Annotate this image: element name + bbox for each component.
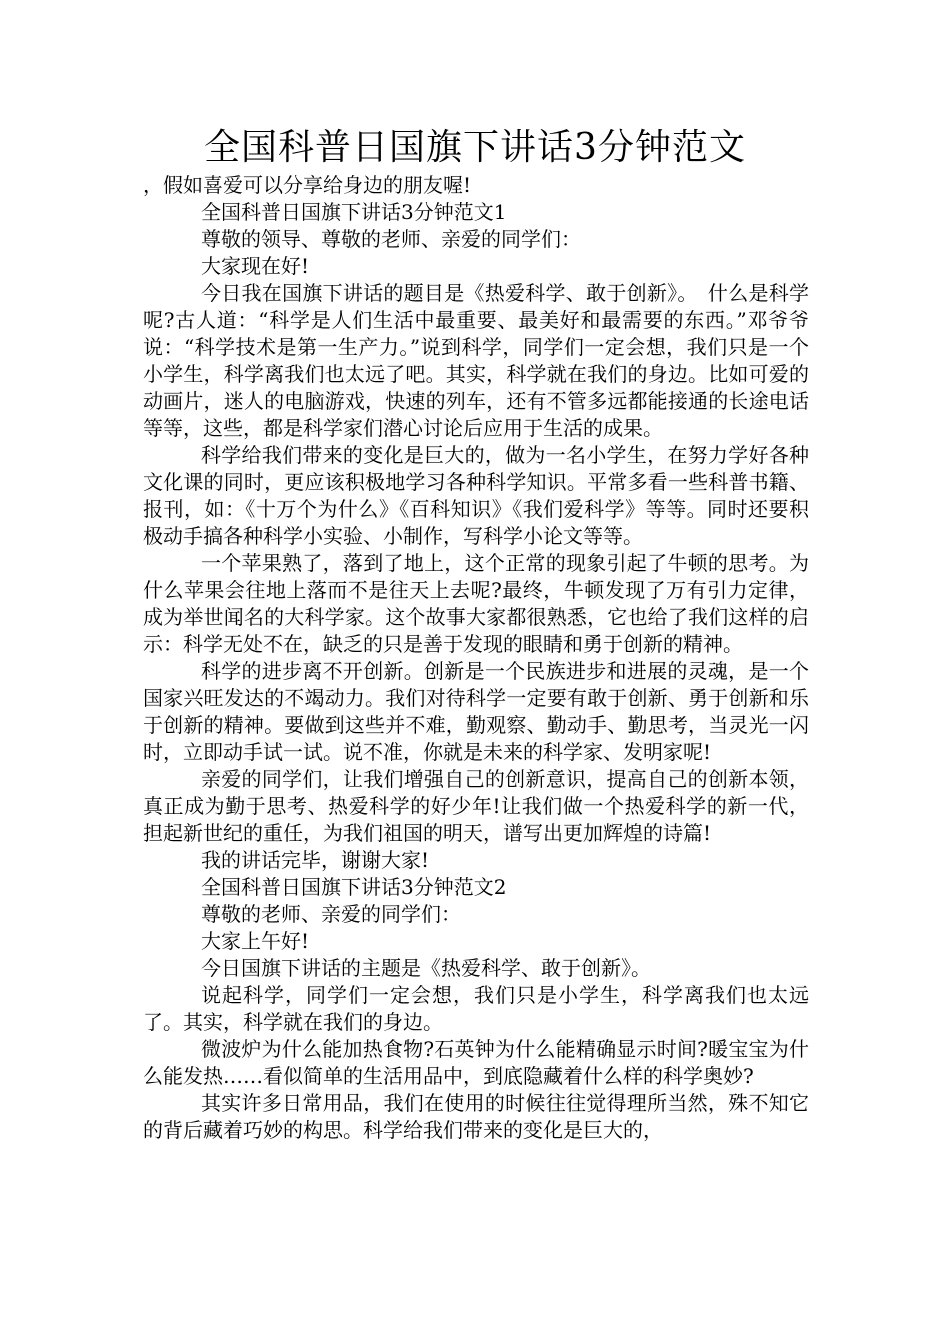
- intro-line: ，假如喜爱可以分享给身边的朋友喔!: [143, 173, 472, 197]
- paragraph: 科学的进步离不开创新。创新是一个民族进步和进展的灵魂，是一个国家兴旺发达的不竭动力。我们对待科学一定要有敢于创新、勇于创新和乐于创新的精神。要做到这些并不难，勤观察、勤动手、勤思考，当灵光一闪时，立即动手试一试。说不准，你就是未来的科学家、发明家呢!: [143, 659, 809, 764]
- section-heading-1: 全国科普日国旗下讲话3分钟范文1: [201, 200, 507, 224]
- salutation-1: 尊敬的领导、尊敬的老师、亲爱的同学们：: [201, 227, 581, 251]
- paragraph: 科学给我们带来的变化是巨大的，做为一名小学生，在努力学好各种文化课的同时，更应该积极地学习各种科学知识。平常多看一些科普书籍、报刊，如：《十万个为什么》《百科知识》《我们爱科学》等等。同时还要积极动手搞各种科学小实验、小制作，写科学小论文等等。: [143, 443, 809, 548]
- paragraph: 今日国旗下讲话的主题是《热爱科学、敢于创新》。: [201, 956, 651, 980]
- section-heading-2: 全国科普日国旗下讲话3分钟范文2: [201, 875, 507, 899]
- document-title: 全国科普日国旗下讲话3分钟范文: [204, 127, 746, 168]
- paragraph: 说起科学，同学们一定会想，我们只是小学生，科学离我们也太远了。其实，科学就在我们的身边。: [143, 983, 809, 1034]
- paragraph: 一个苹果熟了，落到了地上，这个正常的现象引起了牛顿的思考。为什么苹果会往地上落而不是往天上去呢?最终，牛顿发现了万有引力定律，成为举世闻名的大科学家。这个故事大家都很熟悉，它也给了我们这样的启示：科学无处不在，缺乏的只是善于发现的眼睛和勇于创新的精神。: [143, 551, 809, 656]
- paragraph: 其实许多日常用品，我们在使用的时候往往觉得理所当然，殊不知它的背后藏着巧妙的构思。科学给我们带来的变化是巨大的，: [143, 1091, 809, 1142]
- greeting-2: 大家上午好!: [201, 929, 310, 953]
- paragraph: 微波炉为什么能加热食物?石英钟为什么能精确显示时间?暖宝宝为什么能发热……看似简单的生活用品中，到底隐藏着什么样的科学奥妙?: [143, 1037, 809, 1088]
- paragraph: 亲爱的同学们，让我们增强自己的创新意识，提高自己的创新本领，真正成为勤于思考、热爱科学的好少年!让我们做一个热爱科学的新一代，担起新世纪的重任，为我们祖国的明天，谱写出更加辉煌的诗篇!: [143, 767, 809, 845]
- closing-1: 我的讲话完毕，谢谢大家!: [201, 848, 430, 872]
- document-body: [143, 172, 809, 1144]
- greeting-1: 大家现在好!: [201, 254, 310, 278]
- salutation-2: 尊敬的老师、亲爱的同学们：: [201, 902, 461, 926]
- paragraph: 今日我在国旗下讲话的题目是《热爱科学、敢于创新》。 什么是科学呢?古人道：“科学是人们生活中最重要、最美好和最需要的东西。”邓爷爷说：“科学技术是第一生产力。”说到科学，同学们一定会想，我们只是一个小学生，科学离我们也太远了吧。其实，科学就在我们的身边。比如可爱的动画片，迷人的电脑游戏，快速的列车，还有不管多远都能接通的长途电话等等，这些，都是科学家们潜心讨论后应用于生活的成果。: [143, 281, 809, 440]
